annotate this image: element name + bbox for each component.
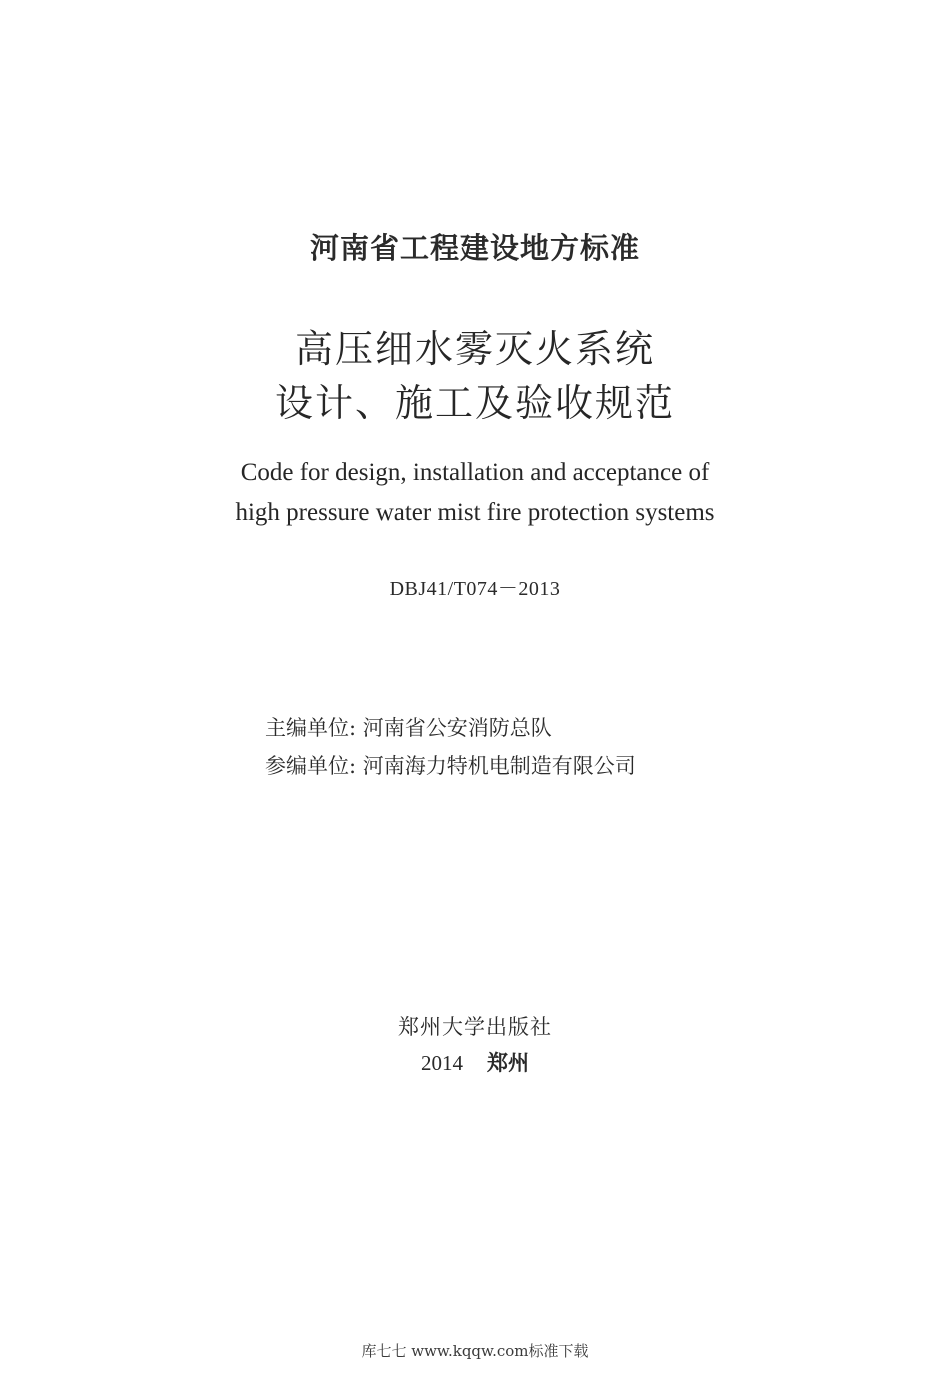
chief-editor-unit: 主编单位: 河南省公安消防总队 [265,716,552,740]
publisher-name: 郑州大学出版社 [398,1015,552,1039]
publication-year: 2014 [421,1051,463,1075]
publication-line [0,1047,950,1077]
english-title-line-2: high pressure water mist fire protection systems [235,499,715,526]
chinese-title-line-2: 设计、施工及验收规范 [274,381,675,425]
chinese-title-line-1: 高压细水雾灭火系统 [294,327,655,371]
footer-watermark-text: 库七七 www.kqqw.com标准下载 [361,1342,589,1360]
standard-code: DBJ41/T074－2013 [389,578,561,600]
standard-series-heading: 河南省工程建设地方标准 [309,231,640,265]
english-title-line-1: Code for design, installation and acceptance of [240,459,710,486]
publication-city: 郑州 [487,1051,529,1075]
participating-editor-unit: 参编单位: 河南海力特机电制造有限公司 [265,754,636,778]
